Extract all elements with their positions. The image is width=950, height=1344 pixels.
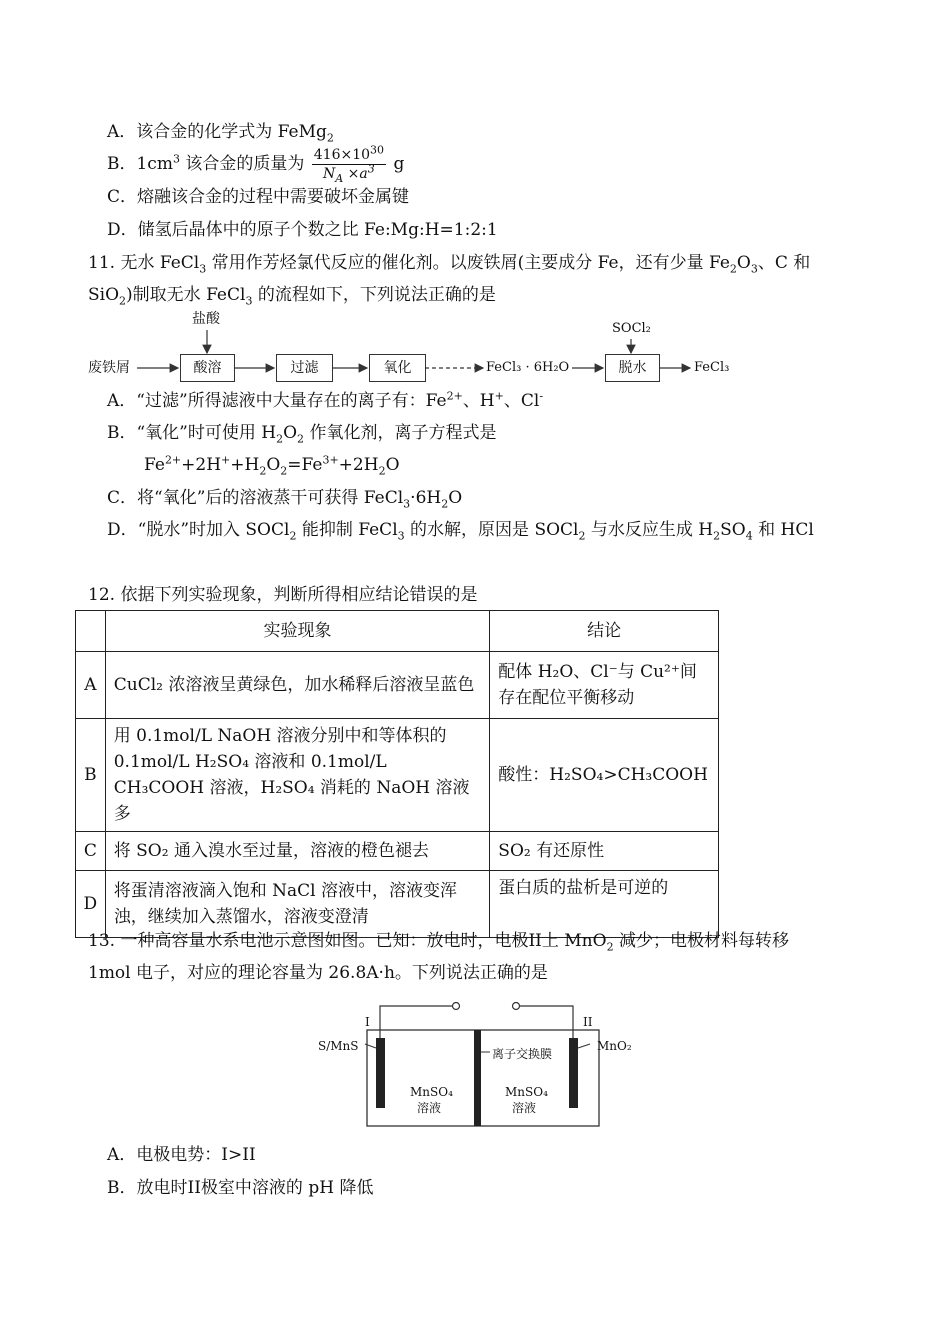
table-header-row [76,611,719,652]
row-label: A [76,652,106,719]
flow-step-dehydrate: 脱水 [605,354,660,382]
flow-product-anhydrous: FeCl₃ [694,360,730,375]
row-phenomenon: 将 SO₂ 通入溴水至过量，溶液的橙色褪去 [105,832,490,871]
row-conclusion: 酸性：H₂SO₄>CH₃COOH [490,719,719,832]
flow-product-hydrate: FeCl₃ · 6H₂O [486,360,570,375]
q12-stem: 12. 依据下列实验现象，判断所得相应结论错误的是 [88,585,478,605]
flow-reagent-hcl: 盐酸 [192,311,220,327]
electrode-label-2: II [583,1015,593,1029]
q11-option-d: D．“脱水”时加入 SOCl$_2$ 能抑制 FeCl$_3$ 的水解，原因是 SOCl$_2$ 与水反应生成 $H_2SO_4$ 和 HCl [107,520,814,543]
row-conclusion: SO₂ 有还原性 [490,832,719,871]
table-header-phenomenon: 实验现象 [105,611,490,652]
q13-stem-line2: 1mol 电子，对应的理论容量为 26.8A·h。下列说法正确的是 [88,963,548,983]
q13-option-a: A．电极电势：I>II [107,1145,256,1165]
right-solution-label: MnSO₄ [505,1085,548,1099]
q13-option-b: B．放电时II极室中溶液的 pH 降低 [107,1178,374,1198]
row-phenomenon: CuCl₂ 浓溶液呈黄绿色，加水稀释后溶液呈蓝色 [105,652,490,719]
experiment-table [75,610,719,938]
q10-option-a: A．该合金的化学式为 FeMg$_2$ [107,122,334,145]
flow-step-oxidize: 氧化 [369,354,426,382]
q11-option-b-equation: $Fe^{2+}+2H^++H_2O_2=Fe^{3+}+2H_2O$ [144,453,400,478]
q11-option-c: C．将“氧化”后的溶液蒸干可获得 $FeCl_3\cdot 6H_2O$ [107,488,463,511]
table-header-blank [76,611,106,652]
q13-stem-line1: 13. 一种高容量水系电池示意图如图。已知：放电时，电极II上 MnO$_2$ 减少；电极材料每转移 [88,931,789,954]
right-electrode-material: MnO₂ [597,1039,632,1053]
membrane-label: 离子交换膜 [492,1047,553,1061]
flow-start-label: 废铁屑 [88,360,130,376]
left-electrode-material: S/MnS [318,1039,359,1053]
q10-option-d: D．储氢后晶体中的原子个数之比 Fe:Mg:H=1:2:1 [107,220,498,240]
q11-stem-line2: SiO$_2$)制取无水 FeCl$_3$ 的流程如下，下列说法正确的是 [88,285,496,308]
row-conclusion: 配体 H₂O、Cl⁻与 Cu²⁺间存在配位平衡移动 [490,652,719,719]
left-solution-label: MnSO₄ [410,1085,453,1099]
flow-reagent-socl2: SOCl₂ [612,321,651,336]
table-header-conclusion: 结论 [490,611,719,652]
row-label: C [76,832,106,871]
q11-option-a: A．“过滤”所得滤液中大量存在的离子有：$Fe^{2+}$、H+、Cl- [107,389,544,411]
row-phenomenon: 将蛋清溶液滴入饱和 NaCl 溶液中，溶液变浑浊，继续加入蒸馏水，溶液变澄清 [105,871,490,938]
table-row [76,832,719,871]
electrode-label-1: I [365,1015,370,1029]
flow-arrows [0,0,950,400]
row-label: B [76,719,106,832]
left-solution-label-2: 溶液 [417,1101,442,1115]
table-row [76,871,719,938]
q10-option-c: C．熔融该合金的过程中需要破坏金属键 [107,187,410,207]
row-phenomenon: 用 0.1mol/L NaOH 溶液分别中和等体积的 0.1mol/L H₂SO₄ 溶液和 0.1mol/L CH₃COOH 溶液，H₂SO₄ 消耗的 NaOH 溶液多 [105,719,490,832]
battery-cell-drawing [300,1000,660,1135]
mass-fraction: $\frac{416\times 10^{30}}{N_A \times a^3}$ [313,143,385,185]
q11-option-b: B．“氧化”时可使用 $H_2O_2$ 作氧化剂，离子方程式是 [107,423,497,446]
table-row [76,652,719,719]
q11-stem-line1: 11. 无水 FeCl$_3$ 常用作芳烃氯代反应的催化剂。以废铁屑(主要成分 Fe，还有少量 $Fe_2O_3$、C 和 [88,253,811,276]
flow-step-dissolve: 酸溶 [180,354,235,382]
row-conclusion: 蛋白质的盐析是可逆的 [490,871,719,938]
table-row [76,719,719,832]
row-label: D [76,871,106,938]
q10-option-b: B．$1cm^3$ 该合金的质量为 $\frac{416\times 10^{30}}{N_A \times a^3}$ g [107,143,405,185]
flow-step-filter: 过滤 [276,354,333,382]
right-solution-label-2: 溶液 [512,1101,537,1115]
